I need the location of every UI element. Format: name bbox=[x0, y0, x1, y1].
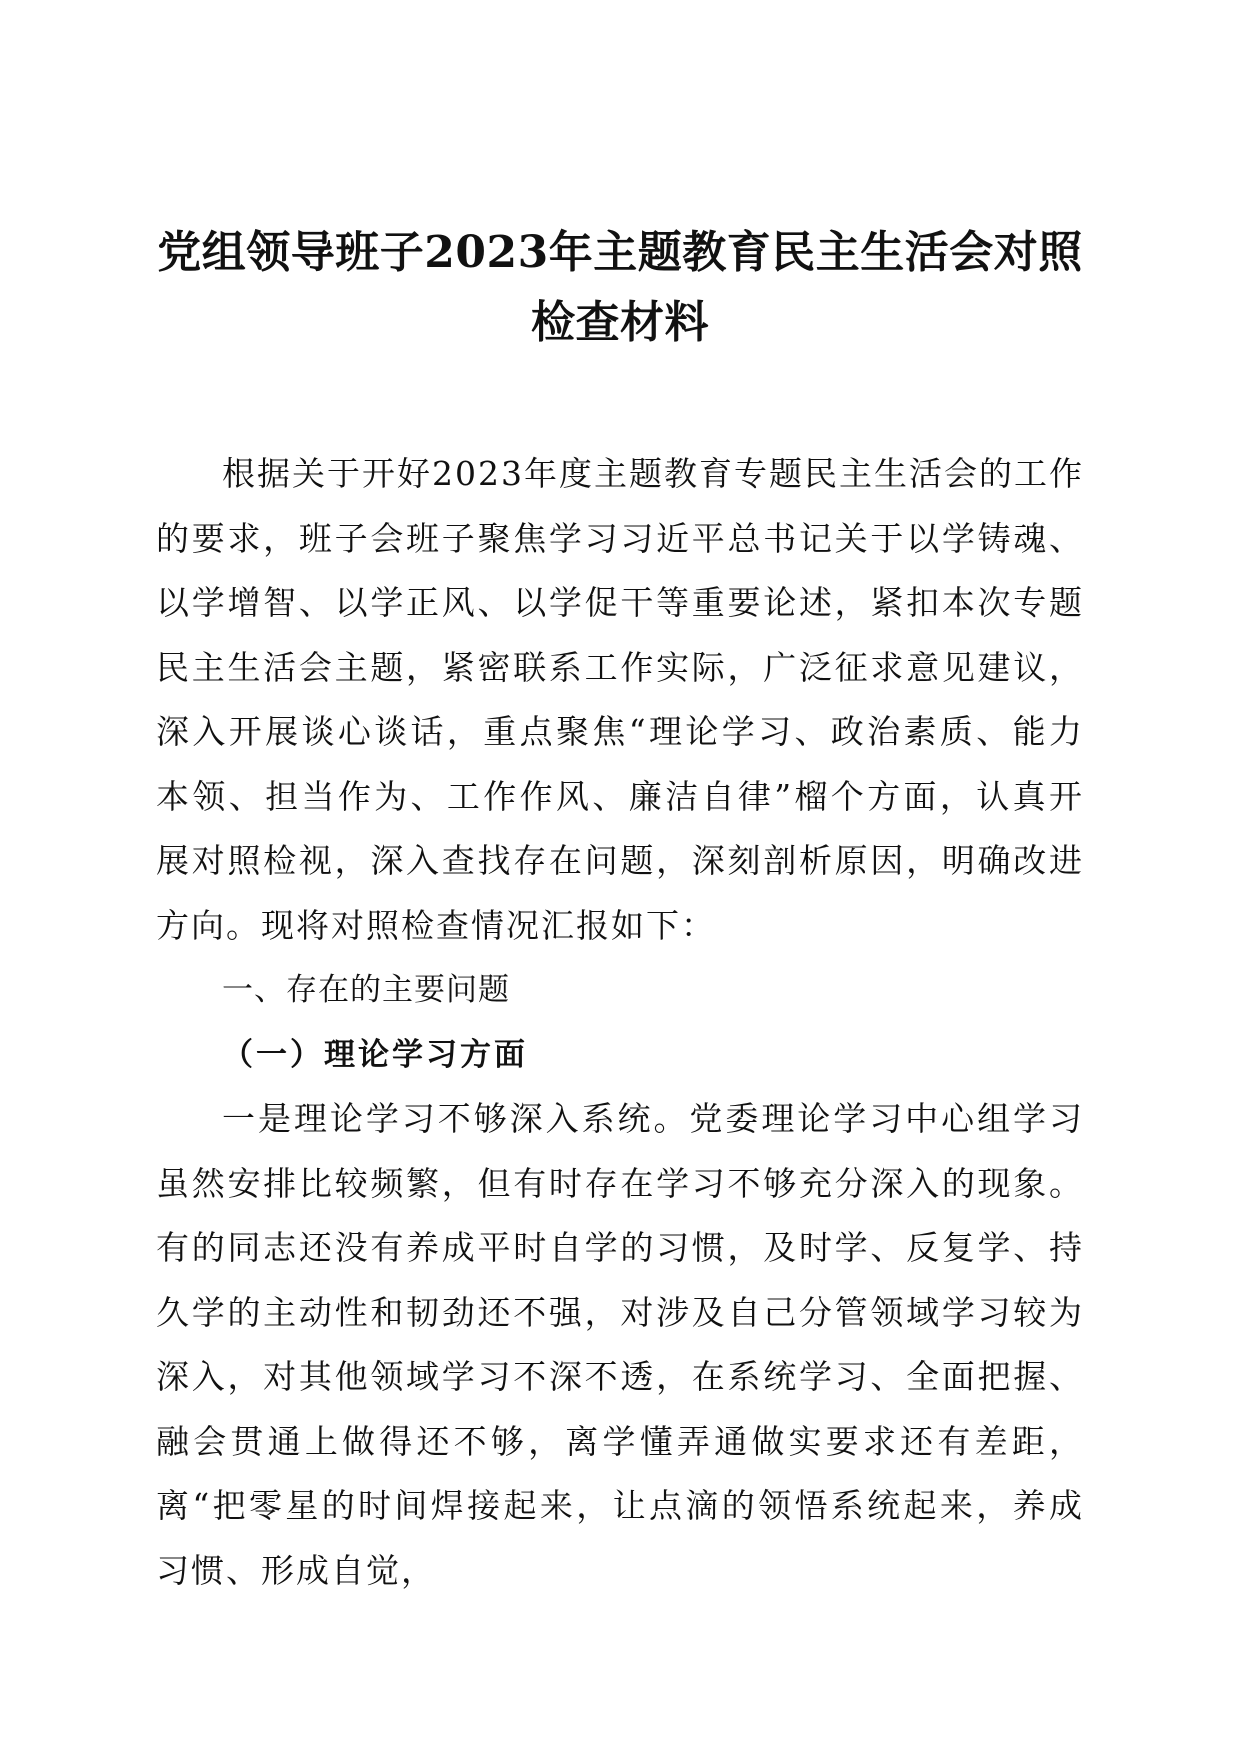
subsection-heading-theory-study: （一）理论学习方面 bbox=[222, 1036, 528, 1073]
paragraph-theory-study: 一是理论学习不够深入系统。党委理论学习中心组学习虽然安排比较频繁，但有时存在学习不够充分深入的现象。有的同志还没有养成平时自学的习惯，及时学、反复学、持久学的主动性和韧劲还不强，对涉及自己分管领域学习较为深入，对其他领域学习不深不透，在系统学习、全面把握、融会贯通上做得还不够，离学懂弄通做实要求还有差距，离“把零星的时间焊接起来，让点滴的领悟系统起来，养成习惯、形成自觉， bbox=[156, 1099, 1084, 1590]
intro-paragraph: 根据关于开好2023年度主题教育专题民主生活会的工作的要求，班子会班子聚焦学习习近平总书记关于以学铸魂、以学增智、以学正风、以学促干等重要论述，紧扣本次专题民主生活会主题，紧密联系工作实际，广泛征求意见建议，深入开展谈心谈话，重点聚焦“理论学习、政治素质、能力本领、担当作为、工作作风、廉洁自律”榴个方面，认真开展对照检视，深入查找存在问题，深刻剖析原因，明确改进方向。现将对照检查情况汇报如下： bbox=[156, 454, 1084, 945]
document-body bbox=[156, 442, 1084, 1603]
document-title: 党组领导班子2023年主题教育民主生活会对照检查材料 bbox=[157, 227, 1083, 348]
section-heading-main-problems: 一、存在的主要问题 bbox=[222, 972, 510, 1008]
